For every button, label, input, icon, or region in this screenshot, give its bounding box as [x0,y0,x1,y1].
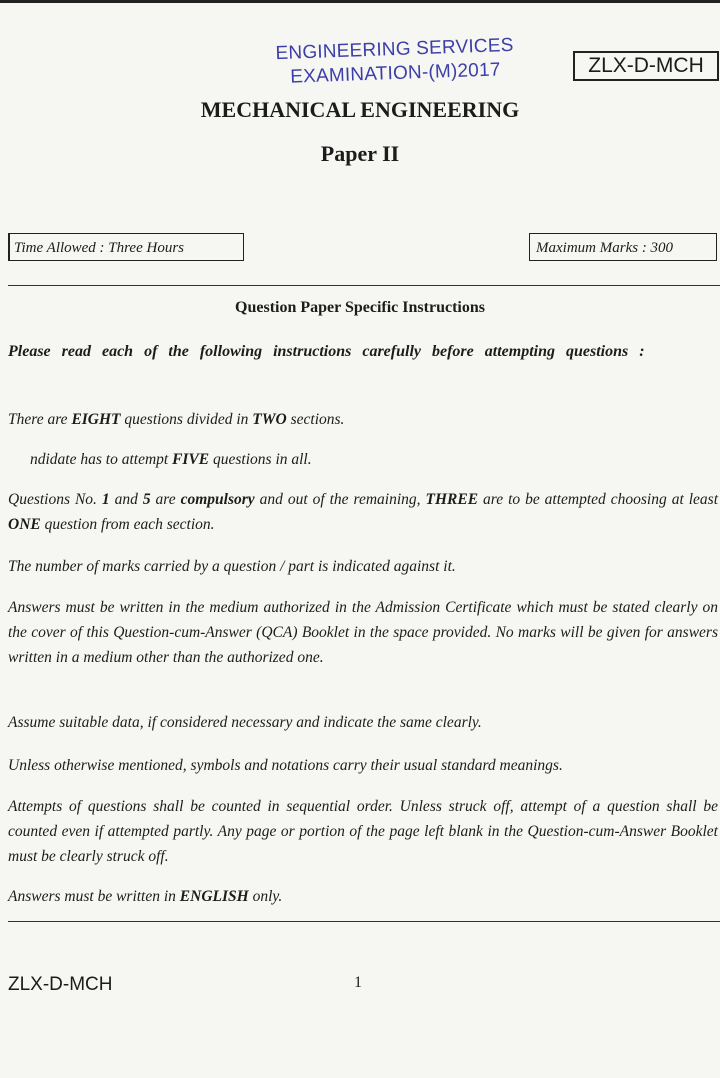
instruction-2: ndidate has to attempt FIVE questions in all. [30,451,312,468]
paper-code-box: ZLX-D-MCH [573,51,719,81]
instruction-6: Assume suitable data, if considered necessary and indicate the same clearly. [8,714,482,731]
paper-title: Paper II [320,141,400,166]
subject-title: MECHANICAL ENGINEERING [200,97,520,122]
stamp-line-1: ENGINEERING SERVICES [275,34,514,65]
instruction-5: Answers must be written in the medium authorized in the Admission Certificate which must be stated clearly on the cover of this Question-cum-Answer (QCA) Booklet in the space provided. No marks will be given for answers written in a medium other than the authorized one. [8,599,718,666]
instruction-4: The number of marks carried by a question / part is indicated against it. [8,558,456,575]
divider-bottom [8,921,720,922]
divider-top [8,285,720,286]
instructions-title: Question Paper Specific Instructions [235,299,485,316]
maximum-marks-box: Maximum Marks : 300 [529,233,717,261]
exam-stamp [254,33,536,91]
top-border [0,0,720,3]
stamp-line-2: EXAMINATION-(M)2017 [289,59,501,88]
instruction-9: Answers must be written in ENGLISH only. [8,888,283,905]
instruction-3: Questions No. 1 and 5 are compulsory and out of the remaining, THREE are to be attempted choosing at least ONE question from each section. [8,491,718,533]
footer-code: ZLX-D-MCH [8,974,113,995]
time-allowed-box: Time Allowed : Three Hours [8,233,244,261]
instruction-8: Attempts of questions shall be counted in sequential order. Unless struck off, attempt of a question shall be counted even if attempted partly. Any page or portion of the page left blank in the Question-cum-Answer Booklet must be clearly struck off. [8,798,718,865]
page-number: 1 [354,974,362,991]
instruction-1: There are EIGHT questions divided in TWO sections. [8,411,345,428]
instructions-lead: Please read each of the following instructions carefully before attempting questions : [8,343,645,360]
instruction-7: Unless otherwise mentioned, symbols and notations carry their usual standard meanings. [8,757,563,774]
